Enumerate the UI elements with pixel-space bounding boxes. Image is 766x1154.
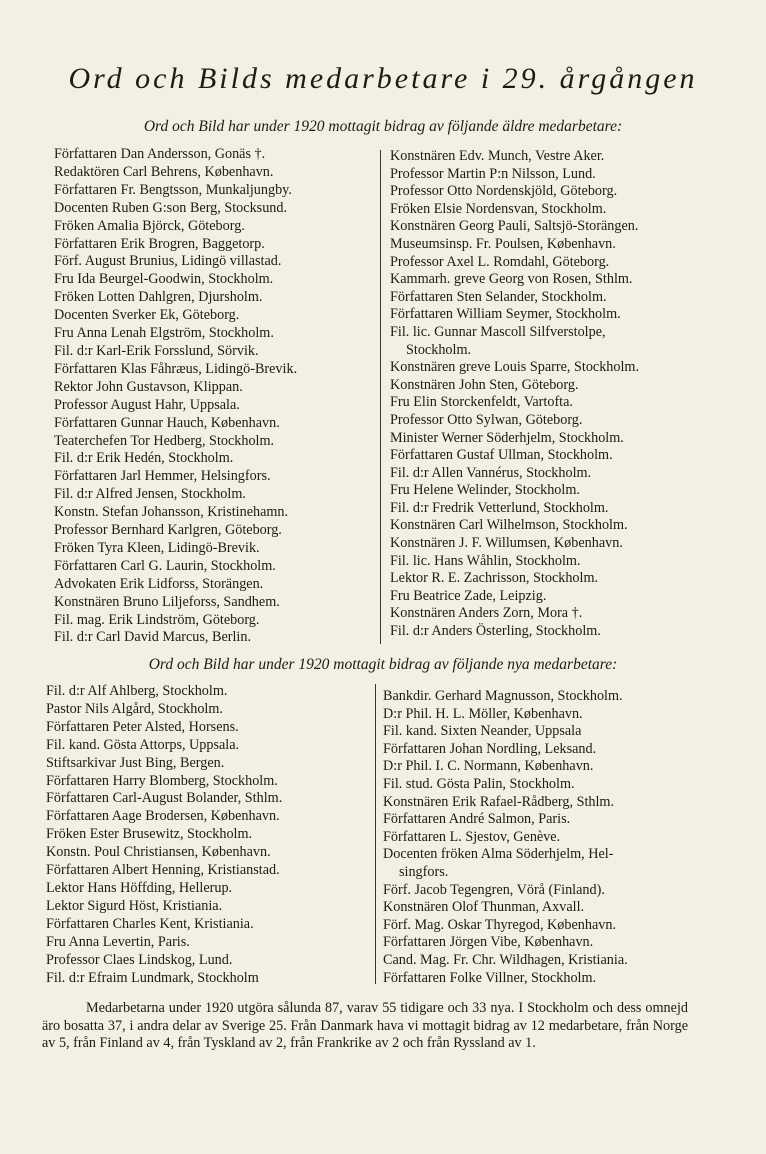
- contributor-entry: Författaren Gustaf Ullman, Stockholm.: [390, 447, 613, 464]
- contributor-entry: Fröken Elsie Nordensvan, Stockholm.: [390, 200, 607, 217]
- contributor-entry: Stiftsarkivar Just Bing, Bergen.: [46, 754, 225, 771]
- contributor-entry: Konstnären Carl Wilhelmson, Stockholm.: [390, 517, 628, 534]
- contributor-entry: Konstn. Stefan Johansson, Kristinehamn.: [54, 504, 289, 521]
- contributor-entry: Författaren Johan Nordling, Leksand.: [383, 740, 597, 757]
- contributor-entry: Fil. d:r Fredrik Vetterlund, Stockholm.: [390, 499, 609, 516]
- contributor-entry: Docenten fröken Alma Söderhjelm, Hel-: [383, 846, 614, 863]
- contributor-entry: Konstnären Georg Pauli, Saltsjö-Storängen.: [390, 218, 639, 235]
- contributor-entry: Lektor R. E. Zachrisson, Stockholm.: [390, 570, 599, 587]
- contributor-entry: Författaren Aage Brodersen, København.: [46, 808, 280, 825]
- contributor-entry: Författaren André Salmon, Paris.: [383, 811, 571, 828]
- contributor-entry: Bankdir. Gerhard Magnusson, Stockholm.: [383, 688, 623, 704]
- contributor-entry: Docenten Ruben G:son Berg, Stocksund.: [54, 199, 288, 216]
- contributor-entry: Författaren L. Sjestov, Genève.: [383, 828, 561, 845]
- contributor-entry: Författaren Peter Alsted, Horsens.: [46, 718, 239, 735]
- contributor-entry: Författaren Harry Blomberg, Stockholm.: [46, 772, 278, 789]
- contributor-entry: Förf. Mag. Oskar Thyregod, København.: [383, 916, 616, 933]
- contributor-entry: Författaren Klas Fåhræus, Lidingö-Brevik.: [54, 360, 298, 377]
- contributor-entry: Redaktören Carl Behrens, København.: [54, 163, 274, 180]
- contributor-entry: Fru Elin Storckenfeldt, Vartofta.: [390, 394, 573, 411]
- contributor-entry: Minister Werner Söderhjelm, Stockholm.: [390, 429, 624, 446]
- contributor-entry: Fil. d:r Alfred Jensen, Stockholm.: [54, 486, 246, 503]
- contributor-entry: Författaren Albert Henning, Kristianstad.: [46, 862, 280, 879]
- contributor-entry: Fil. mag. Erik Lindström, Göteborg.: [54, 611, 260, 628]
- contributor-entry: D:r Phil. H. L. Möller, København.: [383, 705, 583, 722]
- contributor-entry: Professor August Hahr, Uppsala.: [54, 396, 240, 413]
- contributor-entry: Museumsinsp. Fr. Poulsen, København.: [390, 235, 616, 252]
- contributor-entry: Fil. lic. Hans Wåhlin, Stockholm.: [390, 552, 581, 569]
- older-contributors-heading: Ord och Bild har under 1920 mottagit bidrag av följande äldre medarbetare:: [143, 118, 623, 135]
- contributor-entry: Fil. lic. Gunnar Mascoll Silfverstolpe,: [390, 323, 606, 340]
- contributor-entry: Fil. d:r Allen Vannérus, Stockholm.: [390, 464, 592, 481]
- contributor-entry: Professor Martin P:n Nilsson, Lund.: [390, 165, 596, 182]
- contributor-entry: Förf. Jacob Tegengren, Vörå (Finland).: [383, 881, 605, 898]
- contributor-entry: Författaren Erik Brogren, Baggetorp.: [54, 235, 265, 252]
- contributor-entry: Konstnären John Sten, Göteborg.: [390, 376, 579, 393]
- contributor-entry: Förf. August Brunius, Lidingö villastad.: [54, 253, 282, 270]
- contributor-entry: Professor Bernhard Karlgren, Göteborg.: [54, 522, 282, 539]
- new-contributors-right-column: [383, 688, 708, 987]
- contributor-entry: singfors.: [399, 863, 449, 880]
- contributor-entry: Fru Ida Beurgel-Goodwin, Stockholm.: [54, 271, 274, 288]
- contributor-entry: D:r Phil. I. C. Normann, København.: [383, 758, 594, 775]
- column-divider: [380, 150, 381, 644]
- contributor-entry: Författaren Dan Andersson, Gonäs †.: [54, 146, 266, 162]
- contributor-entry: Konstnären Olof Thunman, Axvall.: [383, 899, 585, 916]
- contributor-entry: Fröken Tyra Kleen, Lidingö-Brevik.: [54, 539, 260, 556]
- contributor-entry: Författaren Gunnar Hauch, København.: [54, 414, 280, 431]
- contributor-entry: Författaren William Seymer, Stockholm.: [390, 306, 621, 323]
- contributor-entry: Konstnären Anders Zorn, Mora †.: [390, 605, 583, 622]
- contributor-entry: Kammarh. greve Georg von Rosen, Sthlm.: [390, 271, 633, 288]
- contributor-entry: Författaren Folke Villner, Stockholm.: [383, 969, 597, 986]
- contributor-entry: Professor Otto Sylwan, Göteborg.: [390, 411, 583, 428]
- new-contributors-left-column: [46, 683, 372, 987]
- contributor-entry: Fru Beatrice Zade, Leipzig.: [390, 587, 547, 604]
- contributor-entry: Fil. kand. Sixten Neander, Uppsala: [383, 723, 582, 740]
- contributor-entry: Fil. d:r Alf Ahlberg, Stockholm.: [46, 683, 228, 699]
- contributor-entry: Konstnären J. F. Willumsen, København.: [390, 535, 623, 552]
- contributor-entry: Teaterchefen Tor Hedberg, Stockholm.: [54, 432, 275, 449]
- contributor-entry: Fru Anna Levertin, Paris.: [46, 933, 190, 950]
- contributor-entry: Författaren Fr. Bengtsson, Munkaljungby.: [54, 181, 292, 198]
- contributor-entry: Lektor Hans Höffding, Hellerup.: [46, 879, 233, 896]
- contributor-entry: Rektor John Gustavson, Klippan.: [54, 378, 243, 395]
- contributor-entry: Fil. d:r Karl-Erik Forsslund, Sörvik.: [54, 342, 259, 359]
- contributor-entry: Cand. Mag. Fr. Chr. Wildhagen, Kristiania.: [383, 951, 628, 968]
- contributor-entry: Fil. kand. Gösta Attorps, Uppsala.: [46, 736, 240, 753]
- contributor-entry: Författaren Carl G. Laurin, Stockholm.: [54, 557, 276, 574]
- older-contributors-left-column: [54, 146, 372, 647]
- contributor-entry: Advokaten Erik Lidforss, Storängen.: [54, 575, 264, 592]
- contributor-entry: Fröken Amalia Björck, Göteborg.: [54, 217, 245, 234]
- contributor-entry: Författaren Jarl Hemmer, Helsingfors.: [54, 468, 271, 485]
- contributor-entry: Fil. stud. Gösta Palin, Stockholm.: [383, 775, 575, 792]
- contributor-entry: Pastor Nils Algård, Stockholm.: [46, 700, 223, 717]
- page-title: Ord och Bilds medarbetare i 29. årgången: [68, 62, 698, 95]
- contributor-entry: Professor Axel L. Romdahl, Göteborg.: [390, 253, 610, 270]
- contributor-entry: Docenten Sverker Ek, Göteborg.: [54, 307, 240, 324]
- contributor-entry: Konstn. Poul Christiansen, København.: [46, 844, 271, 861]
- contributor-entry: Fil. d:r Carl David Marcus, Berlin.: [54, 629, 252, 646]
- contributor-entry: Lektor Sigurd Höst, Kristiania.: [46, 897, 223, 914]
- contributor-entry: Konstnären Bruno Liljeforss, Sandhem.: [54, 593, 280, 610]
- contributor-entry: Fil. d:r Anders Österling, Stockholm.: [390, 623, 601, 640]
- contributor-entry: Fru Helene Welinder, Stockholm.: [390, 482, 580, 499]
- contributor-entry: Fröken Ester Brusewitz, Stockholm.: [46, 826, 253, 843]
- contributor-entry: Fru Anna Lenah Elgström, Stockholm.: [54, 325, 274, 342]
- older-contributors-right-column: [390, 148, 708, 641]
- contributor-entry: Konstnären greve Louis Sparre, Stockholm.: [390, 359, 640, 376]
- contributor-entry: Författaren Sten Selander, Stockholm.: [390, 288, 607, 305]
- summary-text: Medarbetarna under 1920 utgöra sålunda 87, varav 55 tidigare och 33 nya. I Stockholm och dess omnejd äro bosatta 37, i andra delar av Sverige 25. Från Danmark hava vi mottagit bidrag av 12 medarbetare, från Norge av 5, från Finland av 4, från Tyskland av 2, från Frankrike av 2 och från Ryssland av 1.: [42, 1000, 688, 1052]
- contributor-entry: Konstnären Erik Rafael-Rådberg, Sthlm.: [383, 793, 615, 810]
- contributor-entry: Stockholm.: [406, 341, 472, 358]
- contributor-entry: Professor Claes Lindskog, Lund.: [46, 951, 233, 968]
- contributor-entry: Konstnären Edv. Munch, Vestre Aker.: [390, 148, 605, 164]
- contributor-entry: Fil. d:r Erik Hedén, Stockholm.: [54, 450, 234, 467]
- summary-paragraph: [42, 1000, 688, 1053]
- contributor-entry: Fröken Lotten Dahlgren, Djursholm.: [54, 289, 263, 306]
- contributor-entry: Författaren Jörgen Vibe, København.: [383, 934, 594, 951]
- contributor-entry: Författaren Carl-August Bolander, Sthlm.: [46, 790, 283, 807]
- column-divider: [375, 684, 376, 984]
- contributor-entry: Fil. d:r Efraim Lundmark, Stockholm: [46, 969, 259, 986]
- contributor-entry: Författaren Charles Kent, Kristiania.: [46, 915, 254, 932]
- contributor-entry: Professor Otto Nordenskjöld, Göteborg.: [390, 183, 618, 200]
- new-contributors-heading: Ord och Bild har under 1920 mottagit bidrag av följande nya medarbetare:: [148, 656, 618, 673]
